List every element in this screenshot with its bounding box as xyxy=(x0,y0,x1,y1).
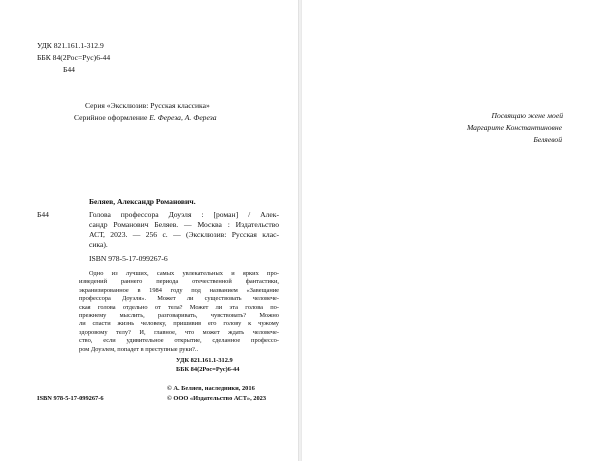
footer-isbn: ISBN 978-5-17-099267-6 xyxy=(37,395,104,402)
description-line: сандр Романович Беляев. — Москва : Издательство xyxy=(89,220,279,229)
annotation-line: Одно из лучших, самых увлекательных и ярких про- xyxy=(89,270,279,277)
description-line: сика). xyxy=(89,240,108,249)
annotation-line: здоровому телу? И, главное, что может ждать человече- xyxy=(79,328,279,336)
annotation-line: ли спасти жизнь человеку, пришивив его голову к чужому xyxy=(79,320,279,328)
catalog-isbn: ISBN 978-5-17-099267-6 xyxy=(89,254,168,263)
copyright-author: © А. Беляев, наследники, 2016 xyxy=(167,385,255,392)
bbk-code: ББК 84(2Рос=Рус)6-44 xyxy=(37,53,111,62)
copyright-publisher: © ООО «Издательство АСТ», 2023 xyxy=(167,395,267,402)
annotation-line: ство, если удивительное открытие, сделанное профессо- xyxy=(79,337,279,345)
annotation-line: ром Доуэлем, попадет в преступные руки?.. xyxy=(79,345,199,353)
annotation-line: ская голова отдельно от тела? Может ли эта голова по- xyxy=(79,303,279,311)
author-mark: Б44 xyxy=(63,65,75,74)
udk-code: УДК 821.161.1-312.9 xyxy=(37,41,104,50)
description-line: Голова профессора Доуэля : [роман] / Алек- xyxy=(89,210,279,219)
catalog-udk: УДК 821.161.1-312.9 xyxy=(176,357,233,364)
book-annotation xyxy=(79,270,279,354)
catalog-author-heading: Беляев, Александр Романович. xyxy=(89,197,196,206)
series-design-names: Е. Фереза, А. Фереза xyxy=(149,113,217,122)
left-page xyxy=(0,0,298,461)
annotation-line: прежнему мыслить, разговаривать, чувствовать? Можно xyxy=(79,312,279,320)
annotation-line: изведений раннего периода отечественной фантастики, xyxy=(79,278,279,286)
dedication-line-1: Посвящаю жене моей xyxy=(491,111,563,120)
series-title: Серия «Эксклюзив: Русская классика» xyxy=(85,101,210,110)
catalog-mark: Б44 xyxy=(37,210,49,219)
dedication-line-2: Маргарите Константиновне xyxy=(466,123,562,132)
series-design-credit xyxy=(74,113,217,123)
annotation-line: экранизированное в 1984 году под названием «Завещание xyxy=(79,286,279,294)
description-line: АСТ, 2023. — 256 с. — (Эксклюзив: Русская клас- xyxy=(89,230,279,239)
catalog-bbk: ББК 84(2Рос=Рус)6-44 xyxy=(176,366,240,373)
right-page xyxy=(302,0,600,461)
dedication-line-3: Беляевой xyxy=(533,135,562,144)
catalog-description xyxy=(89,210,279,250)
annotation-line: профессора Доуэля». Может ли существовать человече- xyxy=(79,295,279,303)
series-design-label: Серийное оформление xyxy=(74,113,150,122)
